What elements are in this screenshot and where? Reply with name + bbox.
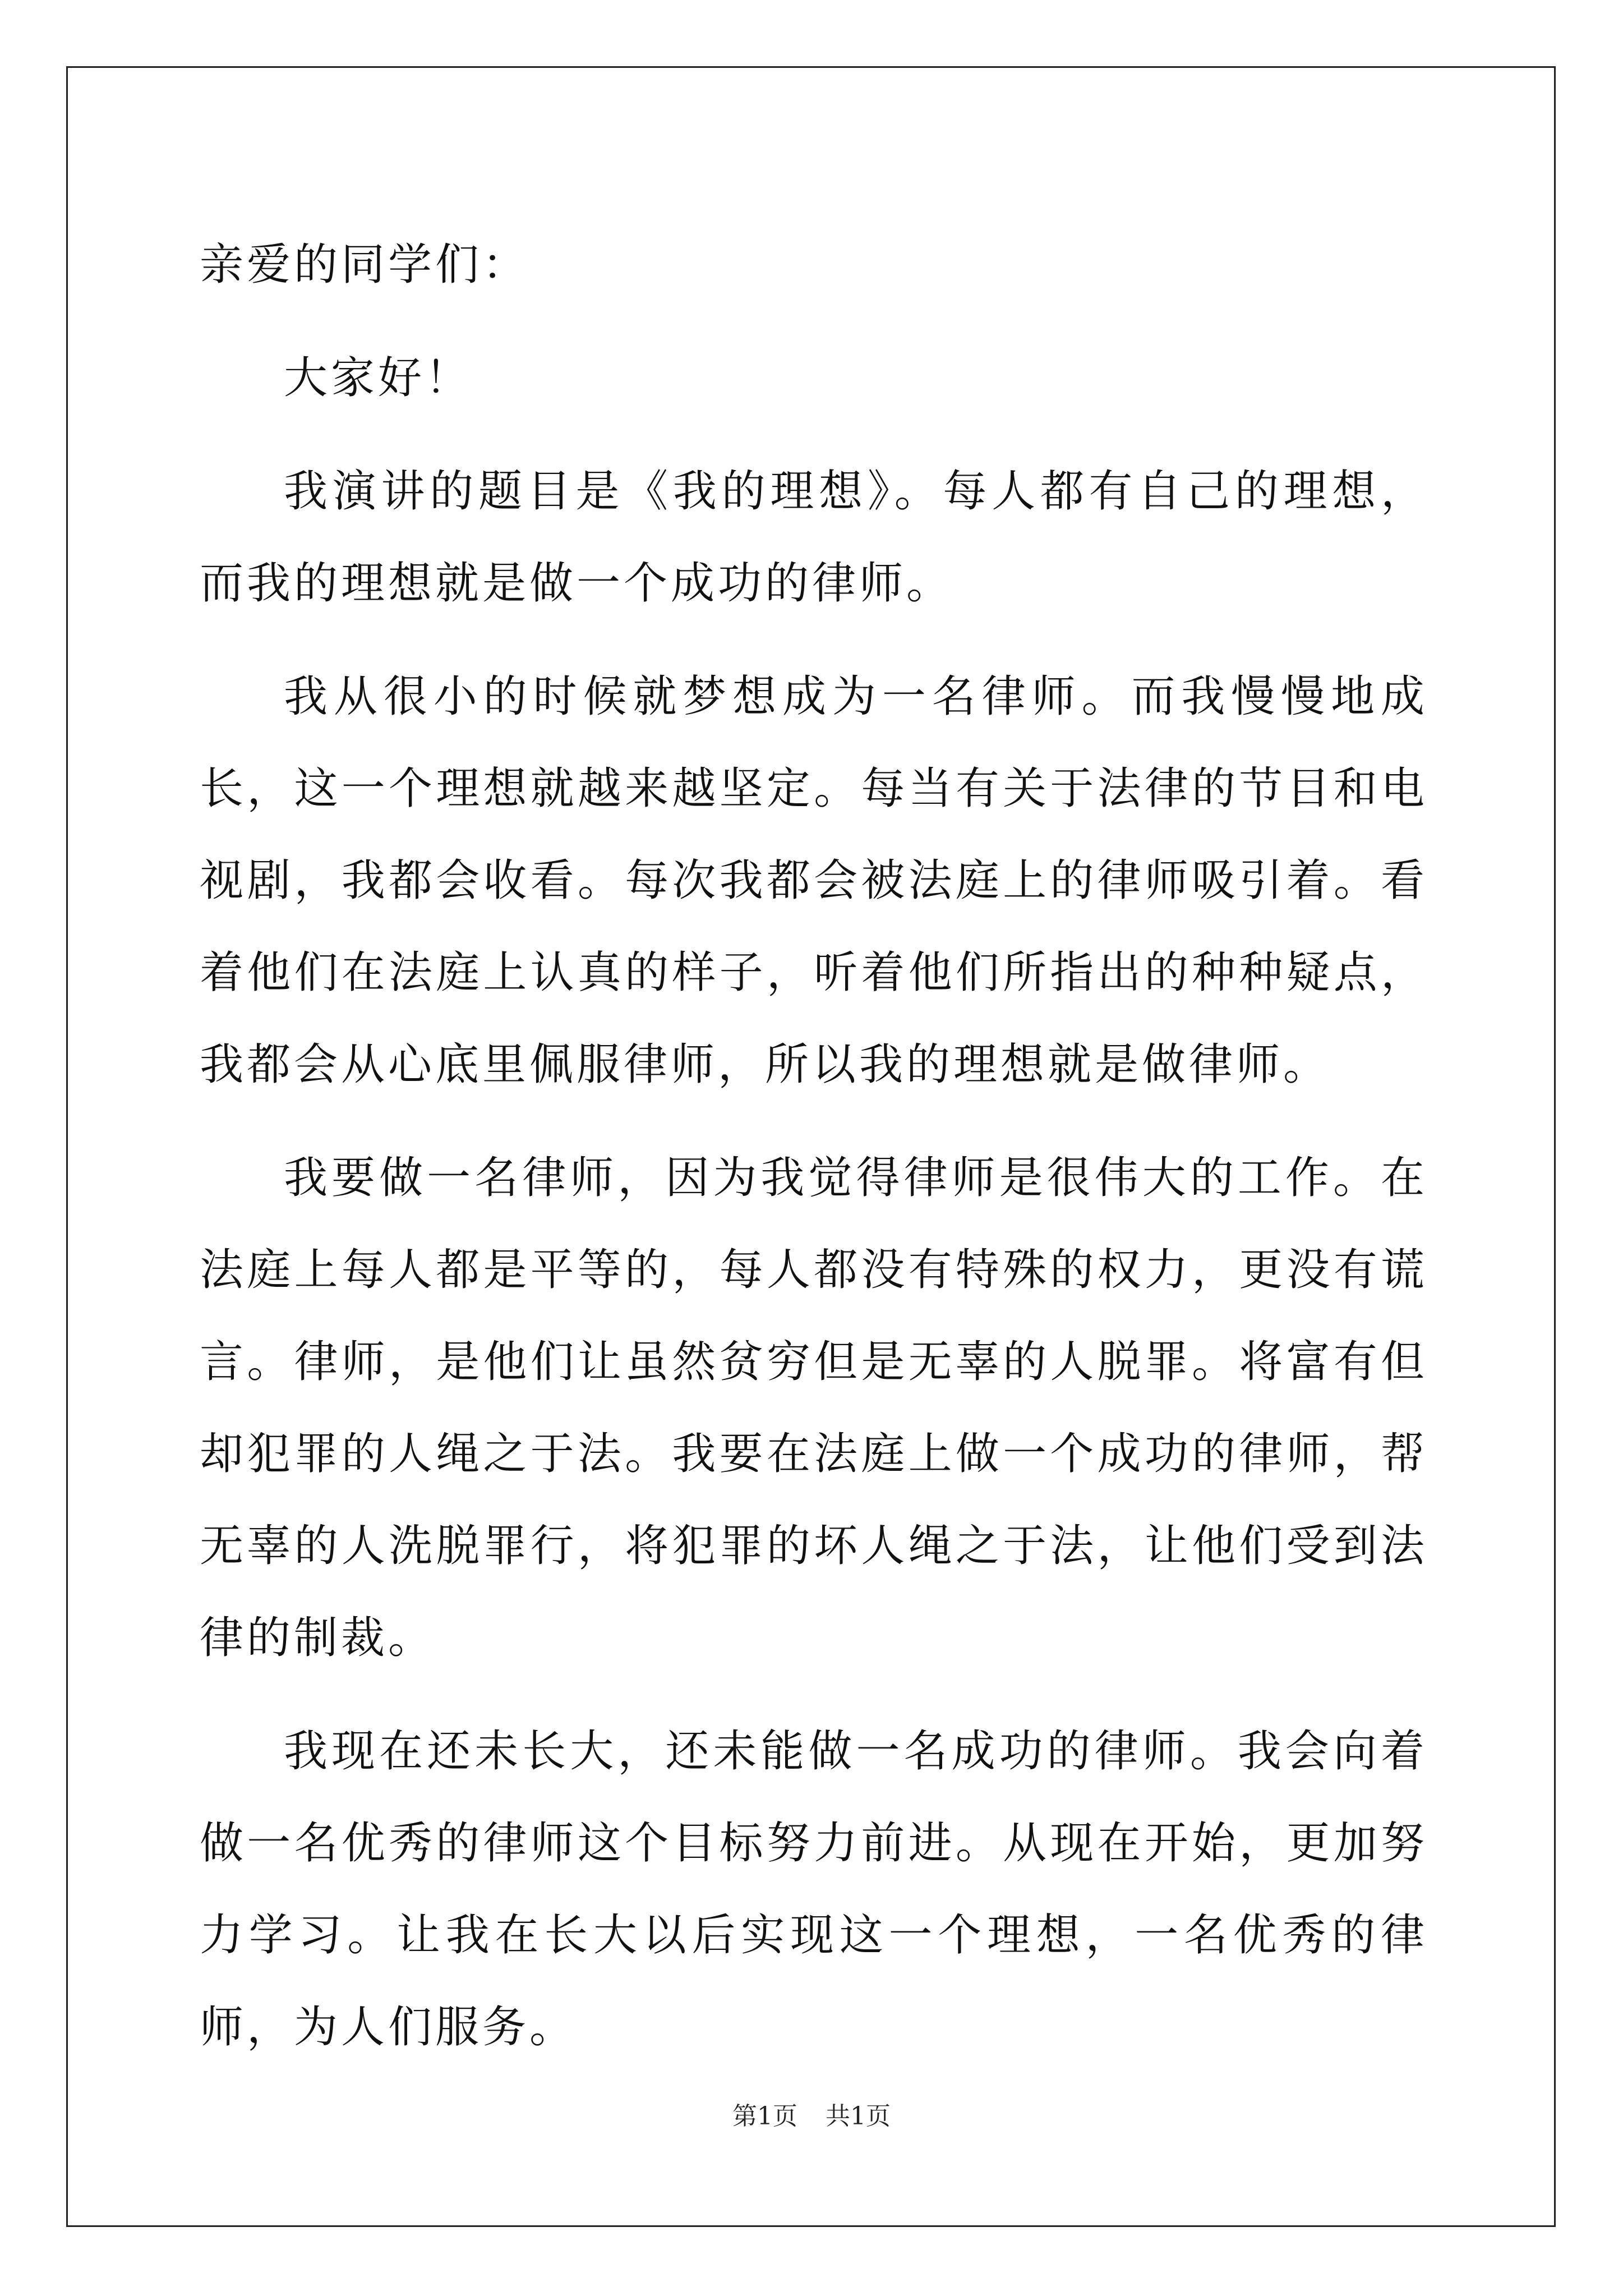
salutation: 亲爱的同学们：	[200, 240, 530, 290]
paragraph-3: 我要做一名律师，因为我觉得律师是很伟大的工作。在法庭上每人都是平等的，每人都没有特殊的权力，更没有谎言。律师，是他们让虽然贫穷但是无辜的人脱罪。将富有但却犯罪的人绳之于法。我要在法庭上做一个成功的律师，帮无辜的人洗脱罪行，将犯罪的坏人绳之于法，让他们受到法律的制裁。	[200, 1153, 1428, 1663]
total-pages: 共1页	[826, 2102, 891, 2131]
paragraph-2: 我从很小的时候就梦想成为一名律师。而我慢慢地成长，这一个理想就越来越坚定。每当有关于法律的节目和电视剧，我都会收看。每次我都会被法庭上的律师吸引着。看着他们在法庭上认真的样子，听着他们所指出的种种疑点，我都会从心底里佩服律师，所以我的理想就是做律师。	[200, 671, 1428, 1090]
paragraph-4: 我现在还未长大，还未能做一名成功的律师。我会向着做一名优秀的律师这个目标努力前进。从现在开始，更加努力学习。让我在长大以后实现这一个理想，一名优秀的律师，为人们服务。	[200, 1726, 1428, 2053]
page-footer	[0, 2101, 1623, 2132]
paragraph-1: 我演讲的题目是《我的理想》。每人都有自己的理想，而我的理想就是做一个成功的律师。	[200, 466, 1428, 609]
greeting: 大家好！	[284, 353, 473, 403]
page-number: 第1页	[732, 2102, 797, 2131]
document-body	[200, 219, 1428, 2095]
